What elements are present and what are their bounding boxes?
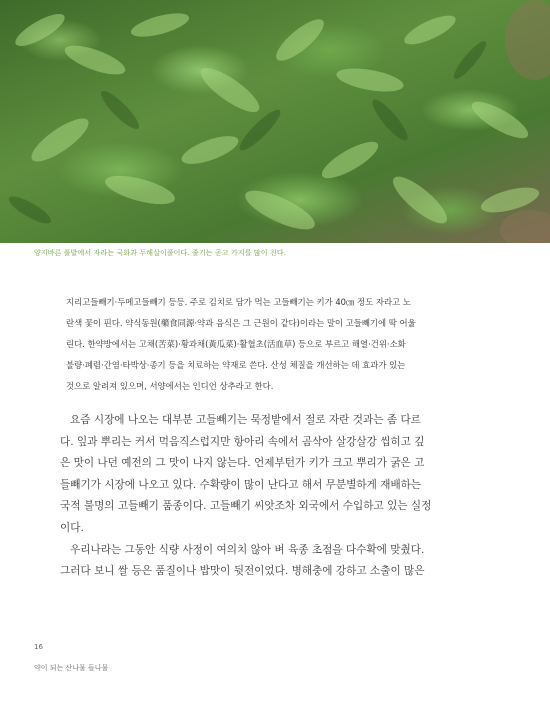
- body-line: 다. 잎과 뿌리는 커서 먹음직스럽지만 항아리 속에서 곰삭아 살강살강 씹히고 깊: [60, 435, 425, 448]
- body-text: [60, 410, 490, 583]
- summary-line: 린다. 한약방에서는 고채(苦菜)·황과채(黃瓜菜)·활혈초(活血草) 등으로 부르고 해열·건위·소화: [66, 339, 406, 349]
- summary-line: 지리고들빼기·두메고들빼기 등등. 주로 김치로 담가 먹는 고들빼기는 키가 40㎝ 정도 자라고 노: [66, 297, 411, 307]
- summary-line: 란색 꽃이 핀다. 약식동원(藥食同源·약과 음식은 그 근원이 같다)이라는 말이 고들빼기에 딱 어울: [66, 318, 416, 328]
- body-line: 은 맛이 나던 예전의 그 맛이 나지 않는다. 언제부턴가 키가 크고 뿌리가 굵은 고: [60, 457, 425, 470]
- body-line: 국적 불명의 고들빼기 품종이다. 고들빼기 씨앗조차 외국에서 수입하고 있는 실정: [60, 500, 432, 513]
- plant-photo: [0, 0, 550, 243]
- summary-paragraph: [66, 292, 484, 397]
- leaf-pattern: [0, 0, 550, 243]
- book-title: 약이 되는 산나물 들나물: [34, 664, 109, 672]
- page-number: 16: [34, 643, 43, 651]
- body-line: 그러다 보니 쌀 등은 품질이나 밥맛이 뒷전이었다. 병해충에 강하고 소출이 많은: [60, 565, 425, 578]
- summary-line: 것으로 알려져 있으며, 서양에서는 인디언 상추라고 한다.: [66, 381, 274, 391]
- body-line: 우리나라는 그동안 식량 사정이 여의치 않아 벼 육종 초점을 다수확에 맞췄다.: [70, 543, 425, 556]
- body-line: 이다.: [60, 521, 84, 534]
- body-line: 요즘 시장에 나오는 대부분 고들빼기는 묵정밭에서 절로 자란 것과는 좀 다르: [70, 414, 421, 426]
- summary-line: 불량·폐렴·간염·타박상·종기 등을 치료하는 약재로 쓴다. 산성 체질을 개선하는 데 효과가 있는: [66, 360, 406, 370]
- body-line: 들빼기가 시장에 나오고 있다. 수확량이 많이 난다고 해서 무분별하게 재배하는: [60, 478, 422, 491]
- photo-caption: 양지바른 풀밭에서 자라는 국화과 두해살이풀이다. 줄기는 곧고 가지를 많이 친다.: [34, 249, 287, 257]
